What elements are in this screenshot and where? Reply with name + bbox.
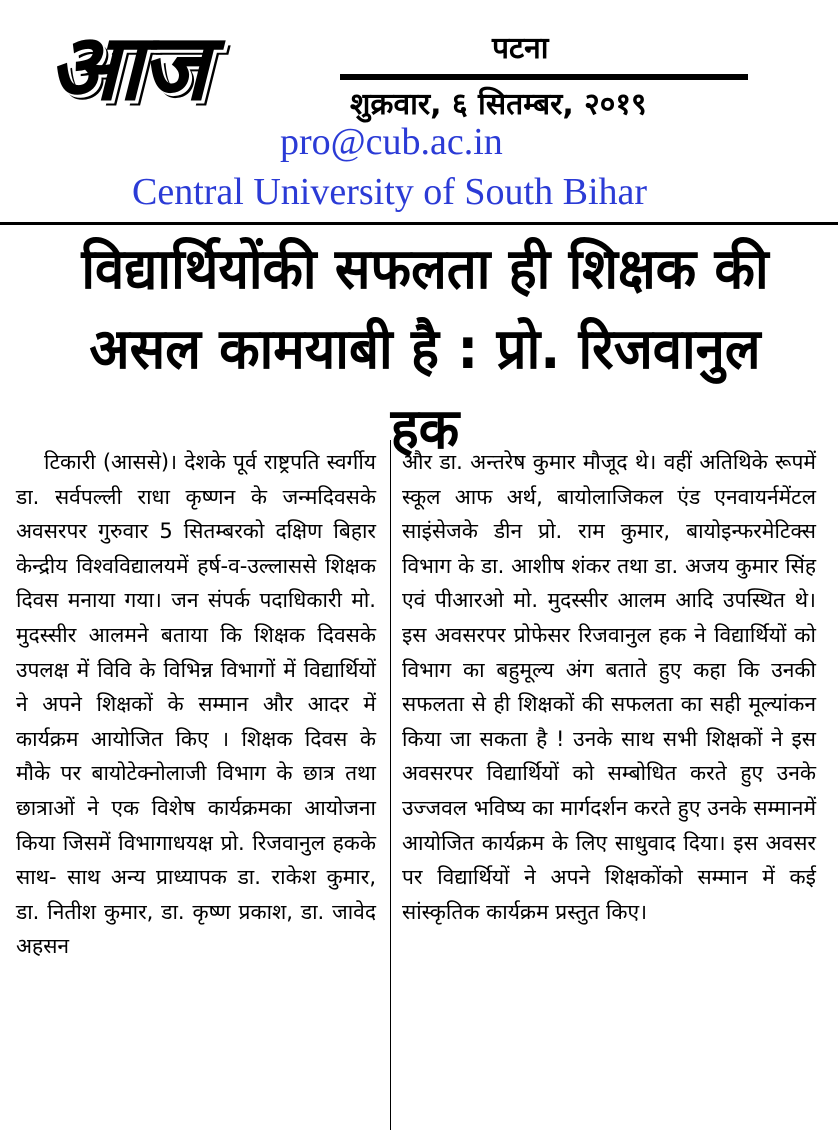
body-text-right: और डा. अन्तरेष कुमार मौजूद थे। वहीं अतिथिके रूपमें स्कूल आफ अर्थ, बायोलाजिकल एंड एनवायर्नमेंटल साइंसेजके डीन प्रो. राम कुमार, बायोइन्फरमेटिक्स विभाग के डा. आशीष शंकर तथा डा. अजय कुमार सिंह एवं पीआरओ मो. मुदस्सीर आलम आदि उपस्थित थे। इस अवसरपर प्रोफेसर रिजवानुल हक ने विद्यार्थियों को विभाग का बहुमूल्य अंग बताते हुए कहा कि उनकी सफलता से ही शिक्षकों की सफलता का सही मूल्यांकन किया जा सकता है ! उनके साथ सभी शिक्षकों ने इस अवसरपर विद्यार्थियों को सम्बोधित करते हुए उनके उज्जवल भविष्य का मार्गदर्शन करते हुए उनके सम्मानमें आयोजित कार्यक्रम के लिए साधुवाद दिया। इस अवसर पर विद्यार्थियों ने अपने शिक्षकोंको सम्मान में कई सांस्कृतिक कार्यक्रम प्रस्तुत किए। xyxy=(402,450,816,924)
masthead xyxy=(0,0,838,230)
article-headline xyxy=(54,230,797,470)
column-divider xyxy=(390,440,391,1130)
headline-line-1: विद्यार्थियोंकी सफलता ही शिक्षक की xyxy=(81,237,769,302)
university-name: Central University of South Bihar xyxy=(132,171,648,213)
article-column-left xyxy=(16,445,376,964)
header-divider xyxy=(0,222,838,225)
dateline: शुक्रवार, ६ सितम्बर, २०१९ xyxy=(350,87,647,122)
newspaper-logo: आज xyxy=(48,14,207,121)
headline-line-2: असल कामयाबी है : प्रो. रिजवानुल हक xyxy=(89,317,761,462)
body-text-left: टिकारी (आससे)। देशके पूर्व राष्ट्रपति स्वर्गीय डा. सर्वपल्ली राधा कृष्णन के जन्मदिवसके अवसरपर गुरुवार 5 सितम्बरको दक्षिण बिहार केन्द्रीय विश्वविद्यालयमें हर्ष-व-उल्लाससे शिक्षक दिवस मनाया गया। जन संपर्क पदाधिकारी मो. मुदस्सीर आलमने बताया कि शिक्षक दिवसके उपलक्ष में विवि के विभिन्न विभागों में विद्यार्थियों ने अपने शिक्षकों के सम्मान और आदर में कार्यक्रम आयोजित किए । शिक्षक दिवस के मौके पर बायोटेक्नोलाजी विभाग के छात्र तथा छात्राओं ने एक विशेष कार्यक्रमका आयोजना किया जिसमें विभागाधयक्ष प्रो. रिजवानुल हकके साथ- साथ अन्य प्राध्यापक डा. राकेश कुमार, डा. नितीश कुमार, डा. कृष्ण प्रकाश, डा. जावेद अहसन xyxy=(16,450,376,959)
contact-email: pro@cub.ac.in xyxy=(280,121,503,163)
masthead-rule xyxy=(340,74,748,80)
edition-city: पटना xyxy=(492,31,549,66)
article-column-right xyxy=(402,445,816,929)
